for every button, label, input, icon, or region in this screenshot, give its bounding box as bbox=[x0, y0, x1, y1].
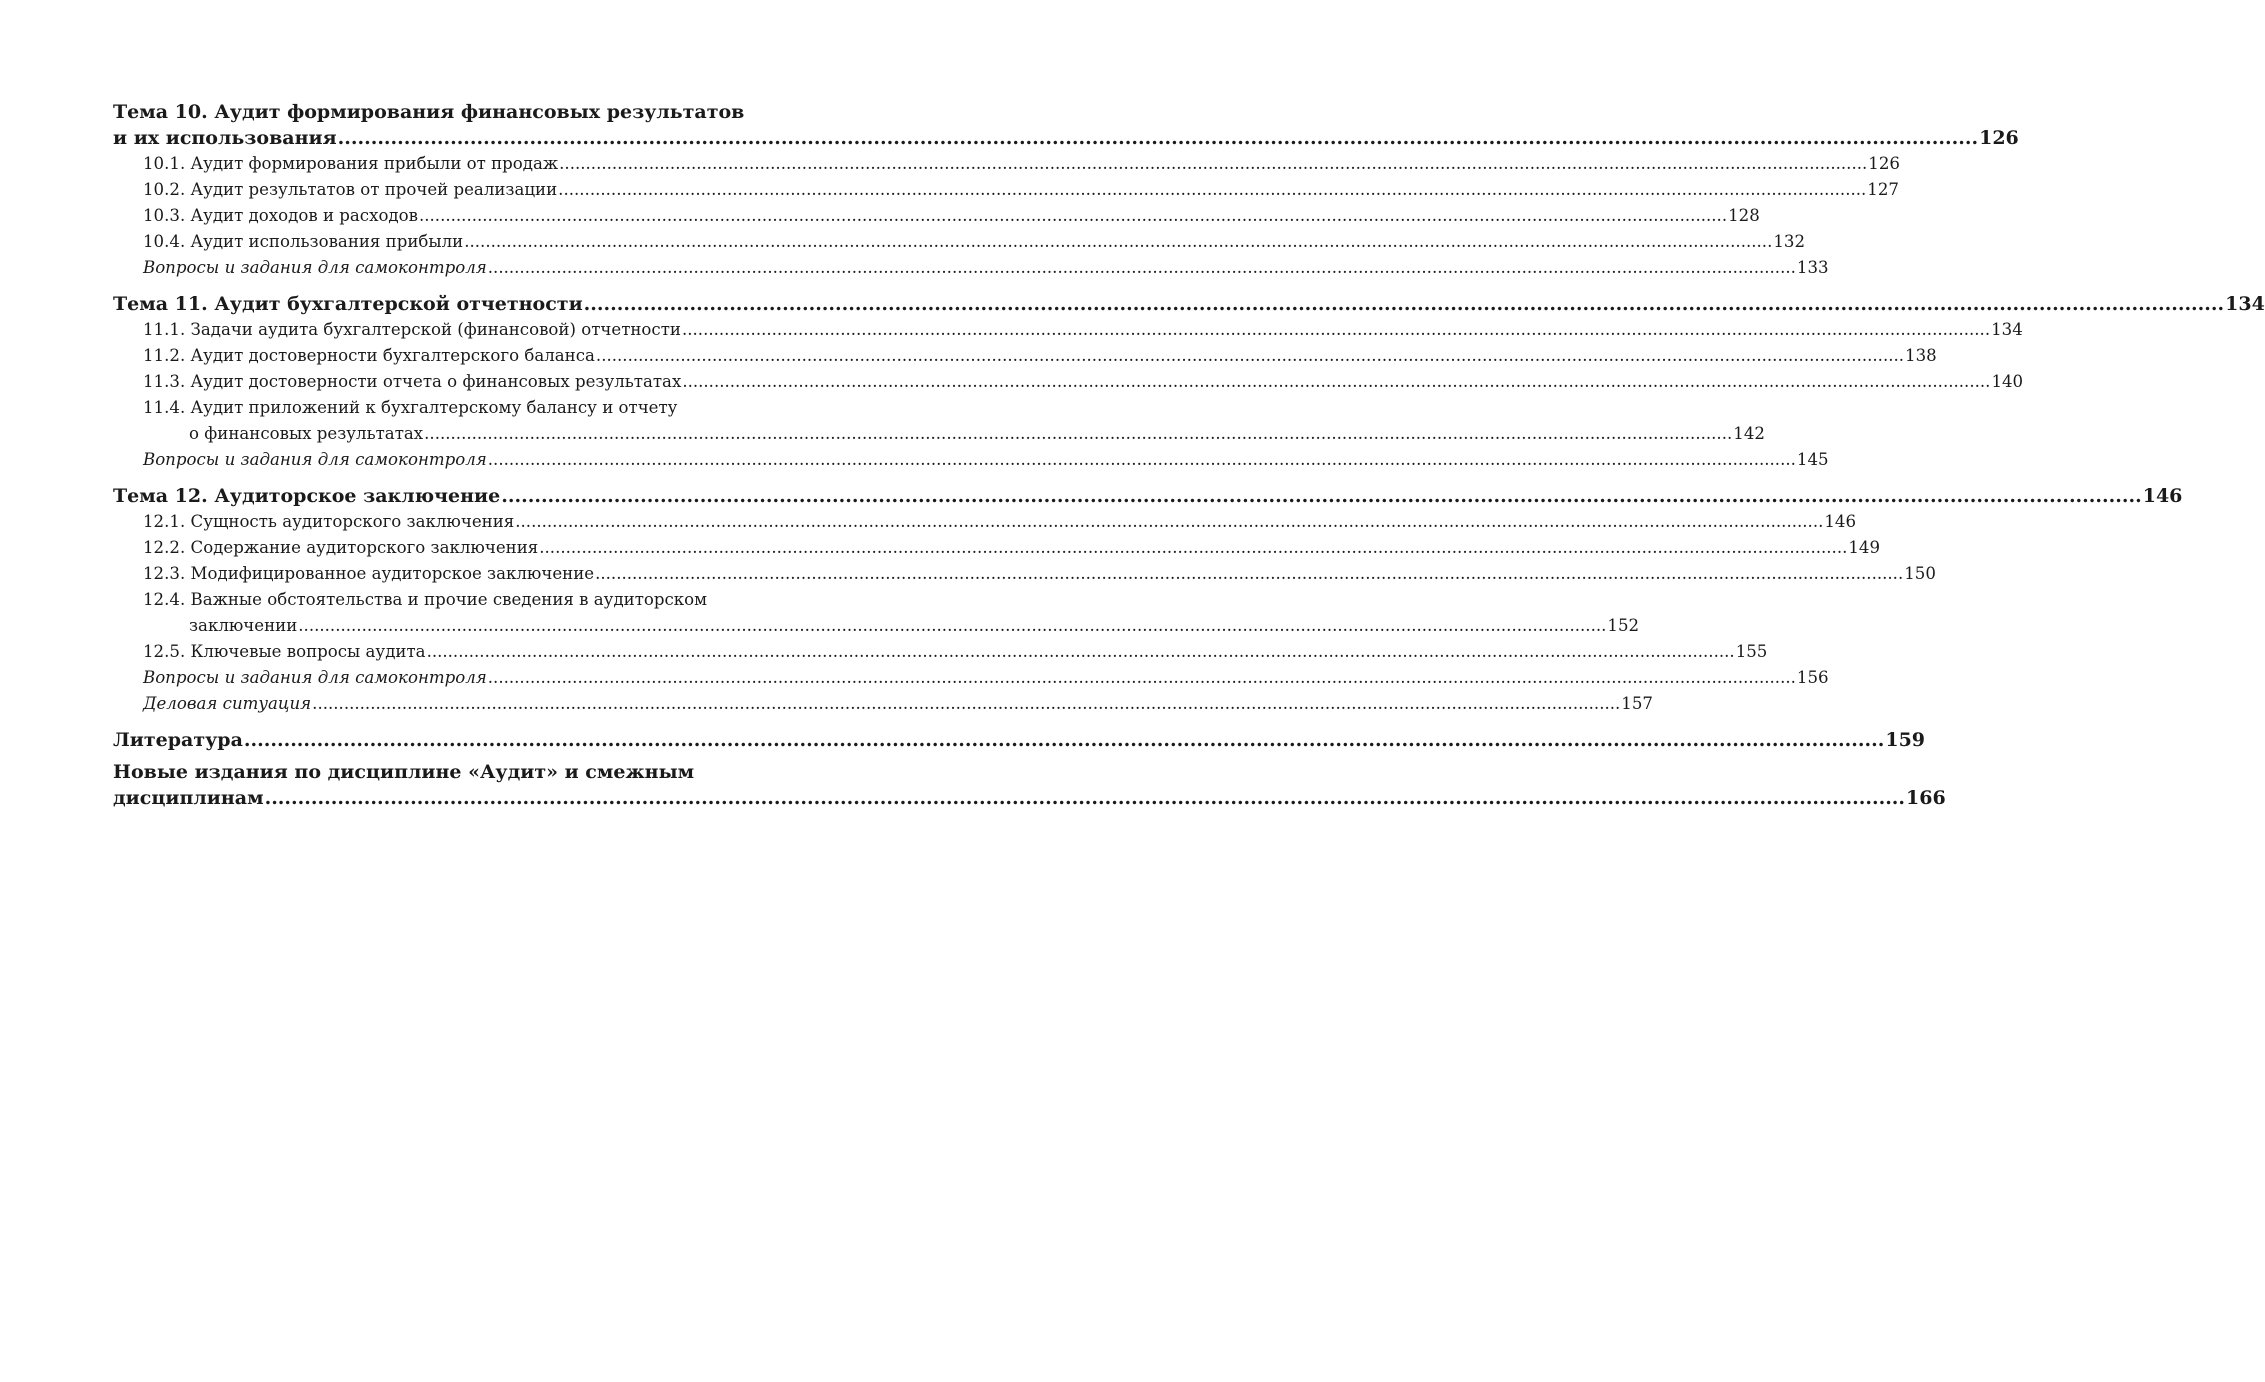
toc-subentry-title: Вопросы и задания для самоконтроля bbox=[143, 258, 487, 277]
toc-topic-title-cont: дисциплинам bbox=[113, 787, 264, 809]
page-number: 133 bbox=[1796, 258, 1829, 277]
dot-leader bbox=[427, 639, 1735, 665]
dot-leader bbox=[464, 229, 1772, 255]
dot-leader bbox=[338, 125, 1978, 151]
dot-leader bbox=[559, 151, 1867, 177]
toc-subentry[interactable] bbox=[143, 561, 1936, 587]
toc-subentry-title: 11.2. Аудит достоверности бухгалтерского баланса bbox=[143, 346, 595, 365]
dot-leader bbox=[244, 727, 1884, 753]
dot-leader bbox=[682, 369, 1990, 395]
toc-subentry-title: Деловая ситуация bbox=[143, 694, 312, 713]
page-number: 156 bbox=[1796, 668, 1829, 687]
dot-leader bbox=[558, 177, 1866, 203]
toc-questions-entry[interactable] bbox=[143, 255, 1829, 281]
toc-topic-10 bbox=[113, 99, 2019, 151]
toc-subentry[interactable] bbox=[143, 421, 1765, 447]
toc-subentry-title: 11.1. Задачи аудита бухгалтерской (финансовой) отчетности bbox=[143, 320, 681, 339]
page-number: 145 bbox=[1796, 450, 1829, 469]
page-number: 134 bbox=[2225, 293, 2265, 315]
page-number: 127 bbox=[1867, 180, 1899, 199]
toc-subentry[interactable] bbox=[143, 177, 1899, 203]
dot-leader bbox=[312, 691, 1620, 717]
page-number: 128 bbox=[1728, 206, 1760, 225]
toc-entry[interactable] bbox=[113, 483, 2183, 509]
toc-subentry[interactable] bbox=[143, 343, 1937, 369]
toc-topic-12-items bbox=[113, 509, 1936, 717]
toc-subentry-title: 11.3. Аудит достоверности отчета о финансовых результатах bbox=[143, 372, 682, 391]
page-number: 146 bbox=[2142, 485, 2183, 507]
dot-leader bbox=[488, 447, 1796, 473]
table-of-contents bbox=[113, 99, 2265, 811]
dot-leader bbox=[501, 483, 2141, 509]
page-number: 142 bbox=[1733, 424, 1765, 443]
toc-subentry-title: 12.2. Содержание аудиторского заключения bbox=[143, 538, 539, 557]
toc-topic-11 bbox=[113, 291, 2265, 317]
page-number: 132 bbox=[1773, 232, 1806, 251]
toc-topic-title: Тема 12. Аудиторское заключение bbox=[113, 485, 501, 507]
toc-topic-title: Тема 11. Аудит бухгалтерской отчетности bbox=[113, 293, 583, 315]
toc-subentry-title: Вопросы и задания для самоконтроля bbox=[143, 450, 487, 469]
toc-entry[interactable] bbox=[113, 727, 1926, 753]
toc-subentry-title: 10.1. Аудит формирования прибыли от продаж bbox=[143, 154, 559, 173]
dot-leader bbox=[515, 509, 1823, 535]
page-number: 134 bbox=[1991, 320, 2023, 339]
toc-subentry-title: 12.3. Модифицированное аудиторское заключение bbox=[143, 564, 595, 583]
dot-leader bbox=[682, 317, 1990, 343]
toc-subentry-title: Вопросы и задания для самоконтроля bbox=[143, 668, 487, 687]
toc-subentry-title: 11.4. Аудит приложений к бухгалтерскому балансу и отчету bbox=[143, 398, 678, 417]
toc-topic-title: Новые издания по дисциплине «Аудит» и смежным bbox=[113, 761, 695, 783]
toc-subentry[interactable] bbox=[143, 151, 1900, 177]
toc-topic-title: Тема 10. Аудит формирования финансовых результатов bbox=[113, 101, 745, 123]
toc-topic-10-items bbox=[113, 151, 1900, 281]
toc-topic-11-items bbox=[113, 317, 2024, 473]
toc-subentry-title: 12.1. Сущность аудиторского заключения bbox=[143, 512, 515, 531]
page-number: 146 bbox=[1824, 512, 1857, 531]
page-number: 138 bbox=[1905, 346, 1937, 365]
dot-leader bbox=[488, 665, 1796, 691]
toc-subentry[interactable] bbox=[143, 535, 1881, 561]
toc-subentry[interactable] bbox=[143, 613, 1640, 639]
dot-leader bbox=[265, 785, 1905, 811]
toc-subentry-title: 12.5. Ключевые вопросы аудита bbox=[143, 642, 426, 661]
toc-subentry[interactable] bbox=[143, 229, 1806, 255]
toc-topic-title: Литература bbox=[113, 729, 243, 751]
toc-entry[interactable] bbox=[113, 291, 2265, 317]
dot-leader bbox=[424, 421, 1732, 447]
toc-subentry[interactable] bbox=[143, 639, 1768, 665]
toc-subentry[interactable] bbox=[143, 203, 1760, 229]
page-number: 155 bbox=[1735, 642, 1768, 661]
toc-subentry-title-cont: заключении bbox=[189, 616, 298, 635]
toc-topic-12 bbox=[113, 483, 2183, 509]
toc-case-entry[interactable] bbox=[143, 691, 1653, 717]
dot-leader bbox=[584, 291, 2224, 317]
toc-subentry-title: 10.3. Аудит доходов и расходов bbox=[143, 206, 418, 225]
page-number: 149 bbox=[1848, 538, 1881, 557]
toc-questions-entry[interactable] bbox=[143, 447, 1829, 473]
dot-leader bbox=[596, 343, 1904, 369]
page-number: 126 bbox=[1868, 154, 1900, 173]
toc-questions-entry[interactable] bbox=[143, 665, 1829, 691]
page-number: 157 bbox=[1621, 694, 1653, 713]
toc-subentry[interactable] bbox=[143, 509, 1857, 535]
toc-subentry-title: 10.4. Аудит использования прибыли bbox=[143, 232, 464, 251]
toc-subentry-title-cont: о финансовых результатах bbox=[189, 424, 424, 443]
toc-new-editions bbox=[113, 759, 1946, 811]
toc-literature bbox=[113, 727, 1926, 753]
page-number: 140 bbox=[1991, 372, 2024, 391]
toc-entry[interactable] bbox=[113, 785, 1946, 811]
dot-leader bbox=[595, 561, 1903, 587]
page-number: 159 bbox=[1885, 729, 1926, 751]
page-number: 126 bbox=[1979, 127, 2019, 149]
dot-leader bbox=[419, 203, 1727, 229]
dot-leader bbox=[488, 255, 1796, 281]
dot-leader bbox=[298, 613, 1606, 639]
toc-topic-title-cont: и их использования bbox=[113, 127, 337, 149]
toc-entry[interactable] bbox=[113, 125, 2019, 151]
page-number: 166 bbox=[1906, 787, 1946, 809]
toc-subentry[interactable] bbox=[143, 317, 2023, 343]
toc-subentry-title: 10.2. Аудит результатов от прочей реализации bbox=[143, 180, 558, 199]
toc-subentry-title: 12.4. Важные обстоятельства и прочие сведения в аудиторском bbox=[143, 590, 708, 609]
page-number: 152 bbox=[1607, 616, 1640, 635]
page-number: 150 bbox=[1904, 564, 1936, 583]
dot-leader bbox=[539, 535, 1847, 561]
toc-subentry[interactable] bbox=[143, 369, 2024, 395]
